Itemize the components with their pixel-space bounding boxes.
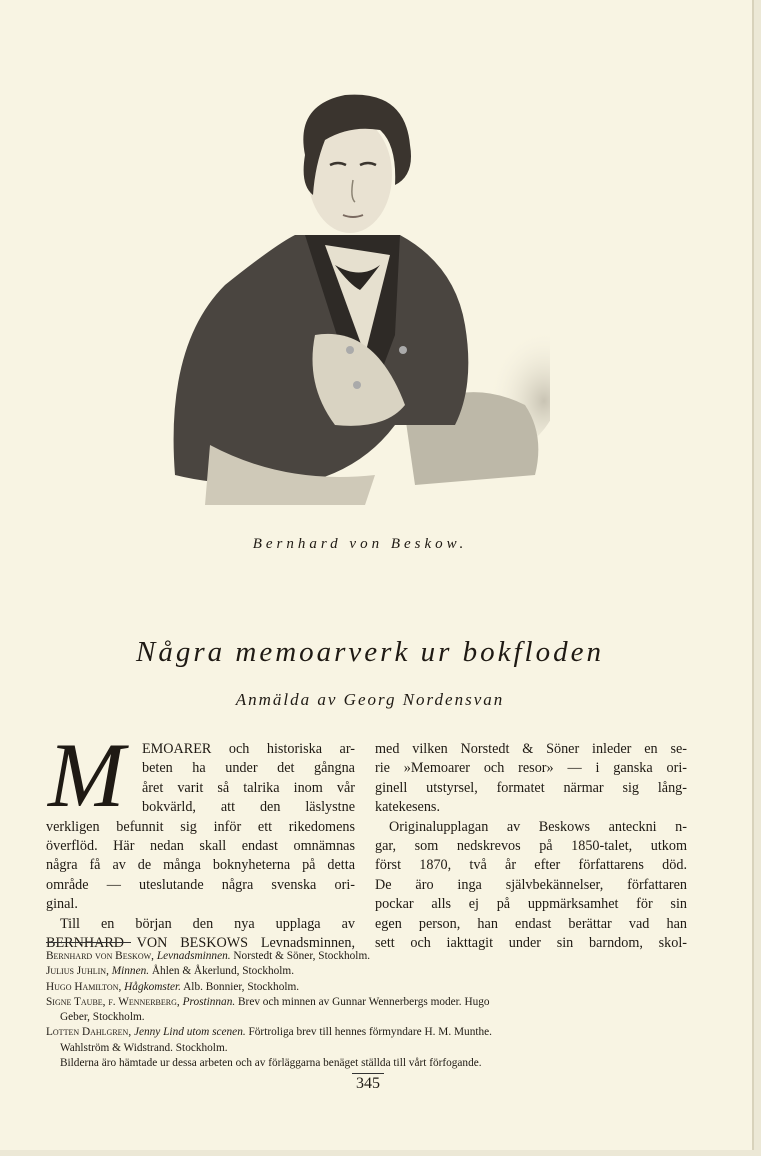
text-line: med vilken Norstedt & Söner inleder en se- — [375, 741, 687, 757]
image-credits-note: Bilderna äro hämtade ur dessa arbeten och av förläggarna benäget ställda till vårt förfogande. — [60, 1057, 482, 1070]
page-number-rule — [352, 1073, 384, 1074]
text-line: pockar alls ej på uppmärksamhet för sin — [375, 896, 687, 913]
portrait-caption: Bernhard von Beskow. — [252, 536, 468, 552]
text-line: katekesens. — [375, 799, 441, 816]
footnote-entry: Lotten Dahlgren, Jenny Lind utom scenen. Förtroliga brev till hennes förmyndare H. M. Munthe. — [46, 1026, 492, 1039]
text-line: ginell utstyrsel, formatet närmar sig lång- — [375, 779, 687, 796]
footnote-entry: Julius Juhlin, Minnen. Åhlen & Åkerlund, Stockholm. — [46, 965, 295, 978]
text-line: först 1870, två år efter författarens död. — [375, 857, 687, 874]
text-line: De äro inga självbekännelser, författaren — [375, 876, 687, 893]
text-line: överflöd. Här nedan skall endast omnämnas — [46, 837, 355, 854]
text-line: året varit så talrika inom vår — [142, 779, 355, 796]
text-line: Till en början den nya upplaga av — [60, 915, 355, 932]
footnotes — [46, 949, 696, 1071]
text-line: sett och iakttagit under sin barndom, skol- — [375, 934, 687, 951]
footnote-entry: Signe Taube, f. Wennerberg, Prostinnan. Brev och minnen av Gunnar Wennerbergs moder. Hugo — [46, 995, 490, 1008]
footnote-rule — [46, 942, 131, 943]
text-line: rie »Memoarer och resor» — i ganska ori- — [375, 760, 687, 777]
left-text-column — [46, 740, 355, 953]
article-byline: Anmälda av Georg Nordensvan — [235, 690, 505, 709]
portrait-illustration — [165, 85, 550, 505]
footnote-entry: Bernhard von Beskow, Levnadsminnen. Norstedt & Söner, Stockholm. — [46, 950, 371, 962]
page-number: 345 — [356, 1075, 380, 1092]
text-line: EMOARER och historiska ar- — [142, 741, 355, 757]
svg-text:M: M — [48, 736, 125, 816]
text-line: Originalupplagan av Beskows anteckni n- — [389, 818, 687, 835]
text-line: verkligen befunnit sig inför ett rikedomens — [46, 818, 355, 835]
footnote-continuation: Wahlström & Widstrand. Stockholm. — [60, 1041, 228, 1054]
text-line: BERNHARD VON BESKOWS Levnadsminnen, — [46, 934, 355, 951]
text-line: beten ha under det gångna — [142, 760, 355, 777]
article-title: Några memoarverk ur bokfloden — [136, 636, 604, 668]
text-line: ginal. — [46, 896, 78, 913]
footnote-continuation: Geber, Stockholm. — [60, 1011, 145, 1024]
text-line: gar, som nedskrevos på 1850-talet, utkom — [375, 837, 687, 854]
right-text-column — [375, 740, 687, 953]
text-line: några få av de många boknyheterna på detta — [46, 857, 355, 874]
text-line: område — uteslutande några svenska ori- — [46, 876, 355, 893]
text-line: bokvärld, att den läslystne — [142, 799, 355, 816]
footnote-entry: Hugo Hamilton, Hågkomster. Alb. Bonnier, Stockholm. — [46, 980, 300, 993]
text-line: egen person, han endast berättar vad han — [375, 915, 687, 932]
